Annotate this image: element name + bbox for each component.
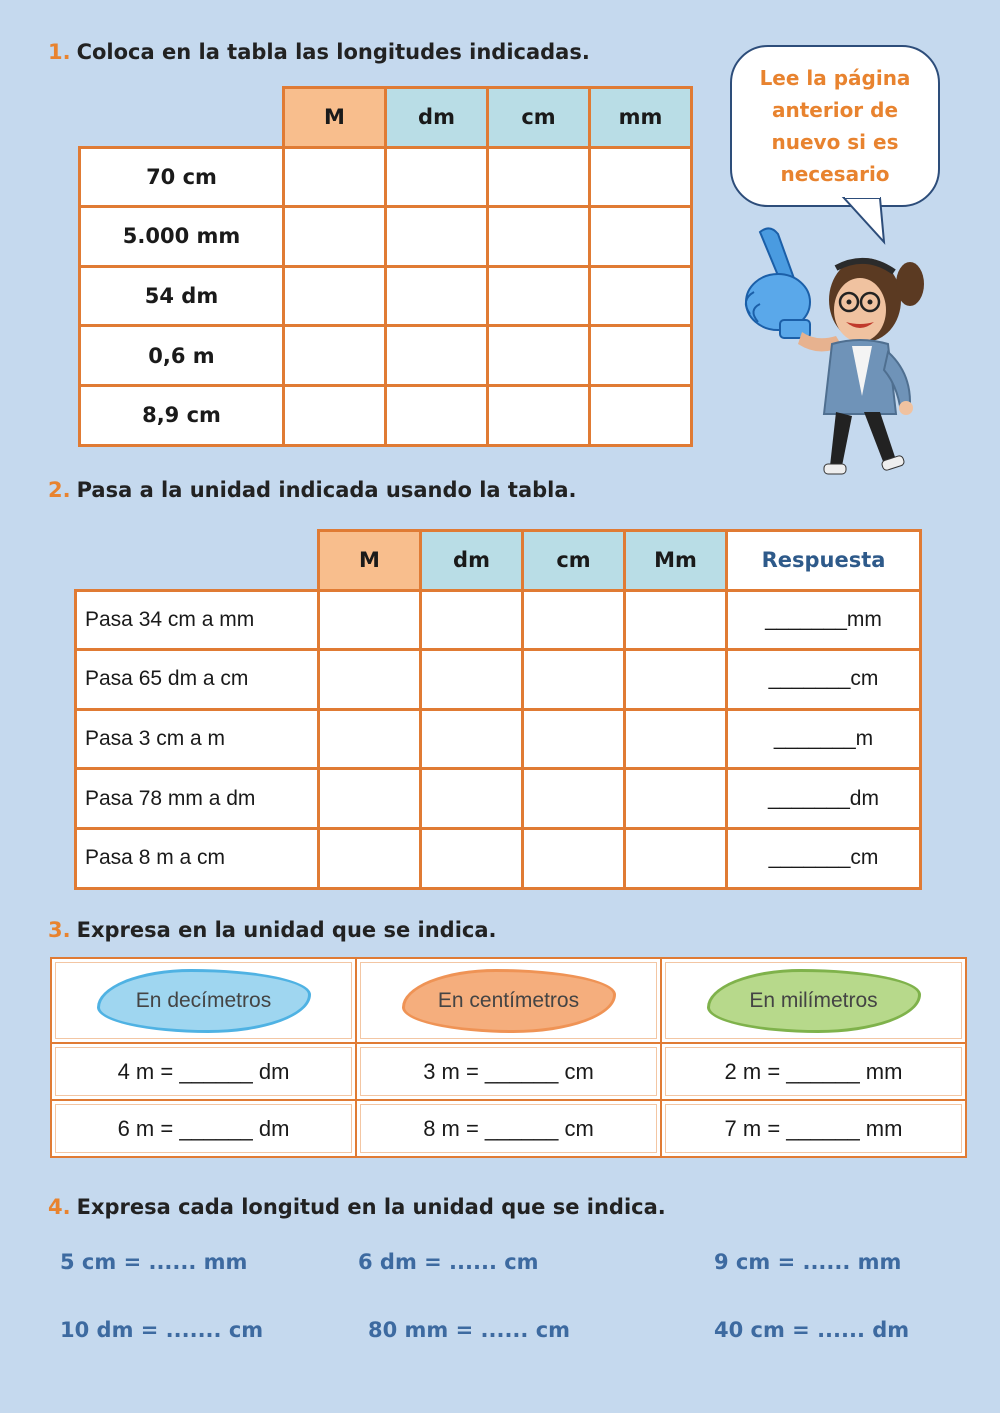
row-label: 70 cm [80,147,284,207]
table-express-units [50,957,967,1158]
header-dm: dm [421,531,523,591]
header-cm: cm [488,88,590,148]
answer-cell[interactable] [386,147,488,207]
row-label: Pasa 65 dm a cm [76,650,319,710]
answer-cell[interactable] [421,709,523,769]
row-label: 5.000 mm [80,207,284,267]
exercise-item[interactable]: 9 cm = ...... mm [714,1250,902,1274]
exercise-item[interactable]: 6 dm = ...... cm [358,1250,539,1274]
answer-blank[interactable]: _______dm [727,769,921,829]
answer-cell[interactable] [284,385,386,445]
bubble-line: necesario [780,162,890,186]
answer-cell[interactable] [319,590,421,650]
answer-cell[interactable] [590,266,692,326]
section1-title [48,40,590,64]
answer-cell[interactable] [590,385,692,445]
answer-cell[interactable] [590,207,692,267]
section3-number: 3. [48,918,71,942]
answer-blank[interactable]: _______m [727,709,921,769]
answer-cell[interactable] [284,207,386,267]
answer-cell[interactable] [625,828,727,888]
exercise-cell[interactable]: 8 m = ______ cm [356,1100,661,1157]
bubble-line: anterior de [771,98,899,122]
bubble-line: nuevo si es [771,130,899,154]
answer-cell[interactable] [386,207,488,267]
row-label: Pasa 34 cm a mm [76,590,319,650]
header-m: M [284,88,386,148]
speech-bubble [730,45,940,207]
answer-cell[interactable] [319,828,421,888]
label-milimetros: En milímetros [707,969,921,1033]
section3-title-text: Expresa en la unidad que se indica. [76,918,497,942]
label-decimetros: En decímetros [97,969,311,1033]
answer-cell[interactable] [386,326,488,386]
label-centimetros: En centímetros [402,969,616,1033]
answer-blank[interactable]: _______mm [727,590,921,650]
section2-title [48,478,577,502]
answer-cell[interactable] [488,385,590,445]
answer-cell[interactable] [625,769,727,829]
answer-cell[interactable] [488,207,590,267]
answer-cell[interactable] [625,590,727,650]
foam-finger-icon [746,228,810,338]
answer-cell[interactable] [523,769,625,829]
header-mm: Mm [625,531,727,591]
answer-cell[interactable] [625,709,727,769]
exercise-item[interactable]: 5 cm = ...... mm [60,1250,248,1274]
answer-cell[interactable] [386,266,488,326]
answer-cell[interactable] [523,590,625,650]
section4-number: 4. [48,1195,71,1219]
exercise-cell[interactable]: 6 m = ______ dm [51,1100,356,1157]
exercise-cell[interactable]: 2 m = ______ mm [661,1043,966,1100]
section3-title [48,918,497,942]
header-dm: dm [386,88,488,148]
exercise-cell[interactable]: 3 m = ______ cm [356,1043,661,1100]
exercise-item[interactable]: 10 dm = ....... cm [60,1318,264,1342]
header-respuesta: Respuesta [727,531,921,591]
table-place-lengths [78,86,693,447]
answer-cell[interactable] [319,709,421,769]
exercise-cell[interactable]: 4 m = ______ dm [51,1043,356,1100]
section1-number: 1. [48,40,71,64]
answer-cell[interactable] [319,769,421,829]
section2-title-text: Pasa a la unidad indicada usando la tabla. [76,478,577,502]
row-label: Pasa 3 cm a m [76,709,319,769]
answer-cell[interactable] [488,266,590,326]
answer-blank[interactable]: _______cm [727,828,921,888]
answer-cell[interactable] [625,650,727,710]
exercise-item[interactable]: 40 cm = ...... dm [714,1318,910,1342]
section1-title-text: Coloca en la tabla las longitudes indicadas. [76,40,590,64]
answer-cell[interactable] [284,266,386,326]
row-label: 8,9 cm [80,385,284,445]
answer-cell[interactable] [523,828,625,888]
answer-cell[interactable] [590,326,692,386]
header-cm: cm [523,531,625,591]
bubble-line: Lee la página [759,66,911,90]
answer-cell[interactable] [284,326,386,386]
section4-title [48,1195,666,1219]
answer-cell[interactable] [421,828,523,888]
header-m: M [319,531,421,591]
table-convert-units [74,529,922,890]
answer-blank[interactable]: _______cm [727,650,921,710]
exercise-item[interactable]: 80 mm = ...... cm [368,1318,571,1342]
answer-cell[interactable] [386,385,488,445]
answer-cell[interactable] [421,769,523,829]
row-label: 0,6 m [80,326,284,386]
row-label: Pasa 78 mm a dm [76,769,319,829]
answer-cell[interactable] [284,147,386,207]
section2-number: 2. [48,478,71,502]
row-label: 54 dm [80,266,284,326]
header-mm: mm [590,88,692,148]
answer-cell[interactable] [488,147,590,207]
exercise-cell[interactable]: 7 m = ______ mm [661,1100,966,1157]
answer-cell[interactable] [523,650,625,710]
answer-cell[interactable] [488,326,590,386]
row-label: Pasa 8 m a cm [76,828,319,888]
answer-cell[interactable] [421,650,523,710]
answer-cell[interactable] [523,709,625,769]
answer-cell[interactable] [590,147,692,207]
answer-cell[interactable] [319,650,421,710]
answer-cell[interactable] [421,590,523,650]
section4-title-text: Expresa cada longitud en la unidad que se indica. [76,1195,666,1219]
teacher-avatar-icon [740,222,930,487]
